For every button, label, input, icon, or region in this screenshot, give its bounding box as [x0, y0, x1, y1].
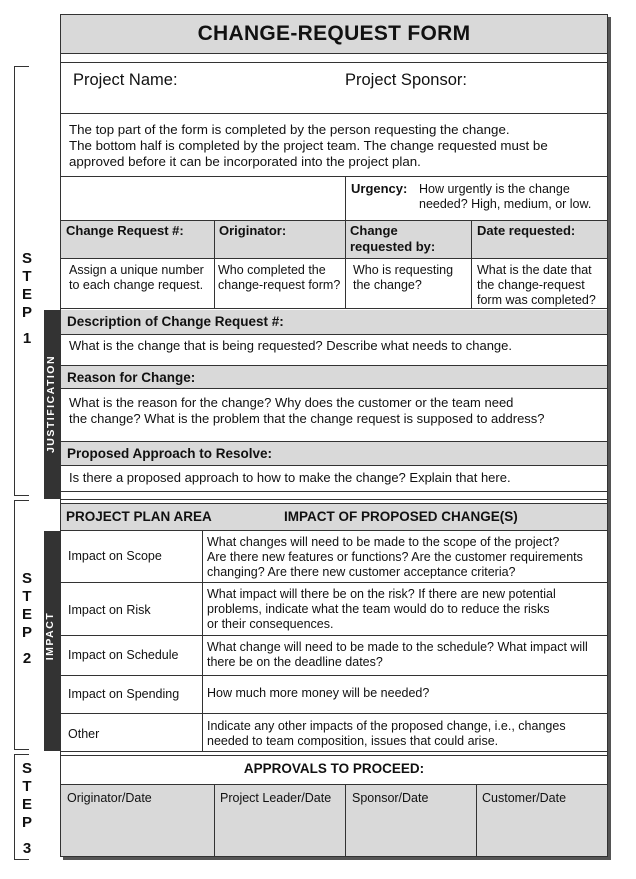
reason-heading: Reason for Change:: [67, 370, 196, 385]
step3-label: S T E P 3: [17, 760, 37, 858]
impact-area-schedule: Impact on Schedule: [68, 648, 179, 662]
urgency-text: How urgently is the change needed? High, medium, or low.: [419, 182, 592, 211]
impact-area-other: Other: [68, 727, 100, 741]
impact-text-schedule: What change will need to be made to the schedule? What impact will there be on the deadline dates?: [207, 640, 588, 669]
cell-originator: Who completed the change-request form?: [218, 263, 341, 292]
intro-text: The top part of the form is completed by the person requesting the change. The bottom half is completed by the project team. The change requested must be approved before it can be incorporated into the project plan.: [69, 122, 548, 169]
impact-area-scope: Impact on Scope: [68, 549, 162, 563]
reason-text: What is the reason for the change? Why does the customer or the team need the change? What is the problem that the change request is supposed to address?: [69, 395, 545, 426]
impact-text-other: Indicate any other impacts of the proposed change, i.e., changes needed to team composition, issues that could arise.: [207, 719, 566, 748]
project-name-label: Project Name:: [73, 71, 178, 89]
proposed-approach-heading: Proposed Approach to Resolve:: [67, 446, 273, 461]
impact-text-risk: What impact will there be on the risk? If there are new potential problems, indicate what the team would do to reduce the risks or their consequences.: [207, 587, 556, 631]
form-title: CHANGE-REQUEST FORM: [197, 22, 471, 45]
impact-of-change-header: IMPACT OF PROPOSED CHANGE(S): [284, 509, 518, 524]
approval-customer-date[interactable]: Customer/Date: [482, 791, 567, 805]
project-plan-area-header: PROJECT PLAN AREA: [66, 509, 212, 524]
header-change-request-number: Change Request #:: [66, 223, 184, 238]
impact-area-spending: Impact on Spending: [68, 687, 180, 701]
urgency-label: Urgency:: [351, 181, 408, 196]
approval-originator-date[interactable]: Originator/Date: [67, 791, 152, 805]
header-originator: Originator:: [219, 223, 287, 238]
cell-change-request-number: Assign a unique number to each change request.: [69, 263, 204, 292]
approvals-heading: APPROVALS TO PROCEED:: [243, 761, 425, 776]
impact-text-spending: How much more money will be needed?: [207, 686, 430, 700]
proposed-approach-text: Is there a proposed approach to how to make the change? Explain that here.: [69, 470, 511, 485]
approval-project-leader-date[interactable]: Project Leader/Date: [220, 791, 332, 805]
impact-text-scope: What changes will need to be made to the scope of the project? Are there new features or functions? Are the customer requirements changing? Are there new customer acceptance criteria?: [207, 535, 583, 579]
description-heading: Description of Change Request #:: [67, 314, 284, 329]
impact-label: IMPACT: [44, 611, 56, 661]
impact-area-risk: Impact on Risk: [68, 603, 151, 617]
header-date-requested: Date requested:: [477, 223, 576, 238]
step1-label: S T E P 1: [17, 250, 37, 348]
step2-label: S T E P 2: [17, 570, 37, 668]
approval-sponsor-date[interactable]: Sponsor/Date: [352, 791, 429, 805]
project-sponsor-label: Project Sponsor:: [345, 71, 467, 89]
justification-label: JUSTIFICATION: [45, 354, 57, 454]
cell-date-requested: What is the date that the change-request form was completed?: [477, 263, 596, 307]
cell-change-requested-by: Who is requesting the change?: [353, 263, 454, 292]
description-text: What is the change that is being requested? Describe what needs to change.: [69, 338, 513, 353]
header-change-requested-by: Change requested by:: [350, 223, 436, 254]
